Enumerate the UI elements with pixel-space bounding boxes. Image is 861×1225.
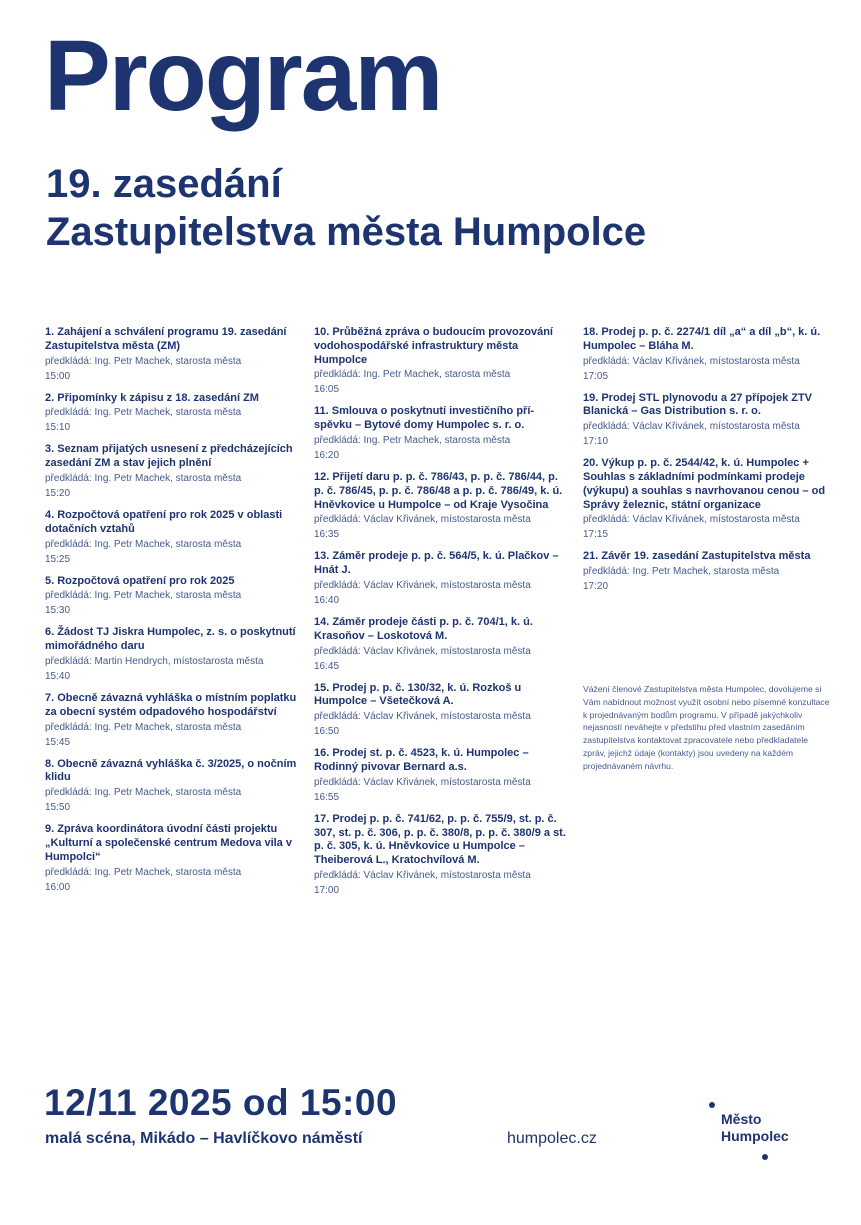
agenda-item-title: 7. Obecně závazná vyhláška o místním poplatku za obecní systém odpadového hospodářství bbox=[45, 691, 297, 718]
agenda-item-presenter: předkládá: Ing. Petr Machek, starosta města bbox=[45, 590, 242, 602]
agenda-item-presenter: předkládá: Ing. Petr Machek, starosta města bbox=[45, 538, 242, 550]
agenda-item-time: 15:50 bbox=[45, 802, 71, 814]
agenda-item bbox=[45, 626, 299, 684]
agenda-item-time: 15:10 bbox=[45, 422, 71, 434]
agenda-item-presenter: předkládá: Ing. Petr Machek, starosta města bbox=[45, 721, 242, 733]
agenda-item-time: 17:10 bbox=[583, 436, 609, 448]
agenda-item-time: 16:35 bbox=[314, 529, 340, 541]
agenda-item bbox=[45, 509, 299, 567]
agenda-item-presenter: předkládá: Václav Křivánek, místostarosta města bbox=[314, 776, 531, 788]
agenda-item-time: 15:25 bbox=[45, 553, 71, 565]
subtitle-line-1: 19. zasedání bbox=[46, 162, 282, 206]
agenda-item-title: 19. Prodej STL plynovodu a 27 přípojek ZTV Blanická – Gas Distribution s. r. o. bbox=[583, 391, 813, 418]
agenda-column-1 bbox=[45, 326, 299, 903]
agenda-item-presenter: předkládá: Ing. Petr Machek, starosta města bbox=[45, 866, 242, 878]
agenda-item-time: 16:45 bbox=[314, 660, 340, 672]
agenda-item-time: 17:00 bbox=[314, 884, 340, 896]
agenda-item-title: 14. Záměr prodeje části p. p. č. 704/1, k. ú. Krasoňov – Loskotová M. bbox=[314, 615, 533, 642]
agenda-item bbox=[314, 550, 568, 608]
agenda-item-presenter: předkládá: Václav Křivánek, místostarosta města bbox=[583, 421, 800, 433]
logo-dot-icon bbox=[762, 1154, 768, 1160]
agenda-item-presenter: předkládá: Ing. Petr Machek, starosta města bbox=[314, 434, 511, 446]
agenda-item-title: 5. Rozpočtová opatření pro rok 2025 bbox=[45, 574, 235, 587]
agenda-item bbox=[583, 550, 833, 594]
agenda-item-title: 17. Prodej p. p. č. 741/62, p. p. č. 755/9, st. p. č. 307, st. p. č. 306, p. p. č. 380/8, p. p. č. 380/9 a st. p. č. 305, k. ú. Hněvkovice u Humpolce – Theiberová L., Kratochvílová M. bbox=[314, 812, 566, 867]
agenda-item-time: 17:05 bbox=[583, 370, 609, 382]
agenda-item-time: 15:30 bbox=[45, 605, 71, 617]
agenda-item bbox=[314, 747, 568, 805]
agenda-item-title: 9. Zpráva koordinátora úvodní části projektu „Kulturní a společenské centrum Medova vila v Humpolci“ bbox=[45, 823, 292, 863]
agenda-item-time: 16:40 bbox=[314, 594, 340, 606]
agenda-item-title: 11. Smlouva o poskytnutí investičního příspěvku – Bytové domy Humpolec s. r. o. bbox=[314, 405, 535, 432]
agenda-item bbox=[583, 392, 833, 450]
agenda-item-time: 16:20 bbox=[314, 449, 340, 461]
agenda-item-time: 17:20 bbox=[583, 581, 609, 593]
website-link[interactable]: humpolec.cz bbox=[507, 1130, 597, 1147]
logo-dot-icon bbox=[709, 1102, 715, 1108]
agenda-item-title: 12. Přijetí daru p. p. č. 786/43, p. p. č. 786/44, p. p. č. 786/45, p. p. č. 786/48 a p. p. č. 786/49, k. ú. Hněvkovice u Humpolce – od Kraje Vysočina bbox=[314, 470, 563, 511]
agenda-item-title: 18. Prodej p. p. č. 2274/1 díl „a“ a díl „b“, k. ú. Humpolec – Bláha M. bbox=[583, 326, 821, 352]
agenda-item-title: 6. Žádost TJ Jiskra Humpolec, z. s. o poskytnutí mimořádného daru bbox=[45, 626, 296, 653]
agenda-item-time: 15:40 bbox=[45, 670, 71, 682]
agenda-column-2 bbox=[314, 326, 568, 906]
agenda-item bbox=[45, 443, 299, 501]
agenda-item-time: 15:00 bbox=[45, 370, 71, 382]
agenda-item-presenter: předkládá: Ing. Petr Machek, starosta města bbox=[45, 787, 242, 799]
agenda-item bbox=[314, 616, 568, 674]
agenda-item-title: 10. Průběžná zpráva o budoucím provozování vodohospodářské infrastruktury města Humpolce bbox=[314, 326, 553, 366]
agenda-item-time: 16:50 bbox=[314, 726, 340, 738]
meeting-venue: malá scéna, Mikádo – Havlíčkovo náměstí bbox=[45, 1130, 363, 1147]
agenda-item-time: 15:20 bbox=[45, 487, 71, 499]
agenda-item-title: 1. Zahájení a schválení programu 19. zasedání Zastupitelstva města (ZM) bbox=[45, 326, 287, 352]
agenda-item-presenter: předkládá: Ing. Petr Machek, starosta města bbox=[45, 407, 242, 419]
agenda-item-title: 3. Seznam přijatých usnesení z předcházejících zasedání ZM a stav jejich plnění bbox=[45, 443, 293, 470]
page-title: Program bbox=[44, 20, 442, 132]
agenda-item-time: 16:00 bbox=[45, 881, 71, 893]
agenda-item-presenter: předkládá: Martin Hendrych, místostarosta města bbox=[45, 655, 264, 667]
agenda-item-title: 8. Obecně závazná vyhláška č. 3/2025, o nočním klidu bbox=[45, 757, 297, 784]
agenda-item-title: 2. Připomínky k zápisu z 18. zasedání ZM bbox=[45, 391, 259, 404]
logo-text bbox=[721, 1111, 789, 1145]
agenda-item-presenter: předkládá: Ing. Petr Machek, starosta města bbox=[45, 355, 242, 367]
agenda-item-time: 15:45 bbox=[45, 736, 71, 748]
agenda-item bbox=[583, 457, 833, 542]
agenda-item bbox=[314, 813, 568, 898]
agenda-item-title: 15. Prodej p. p. č. 130/32, k. ú. Rozkoš u Humpolce – Všetečková A. bbox=[314, 681, 522, 708]
agenda-item-presenter: předkládá: Václav Křivánek, místostarosta města bbox=[314, 514, 531, 526]
agenda-item-title: 16. Prodej st. p. č. 4523, k. ú. Humpolec – Rodinný pivovar Bernard a.s. bbox=[314, 747, 529, 773]
agenda-item-presenter: předkládá: Václav Křivánek, místostarosta města bbox=[314, 579, 531, 591]
agenda-item-presenter: předkládá: Ing. Petr Machek, starosta města bbox=[45, 472, 242, 484]
logo-line-2: Humpolec bbox=[721, 1128, 789, 1144]
agenda-column-3 bbox=[583, 326, 833, 602]
agenda-item bbox=[45, 575, 299, 619]
agenda-item bbox=[314, 682, 568, 740]
agenda-item-presenter: předkládá: Ing. Petr Machek, starosta města bbox=[314, 369, 511, 381]
consultation-note: Vážení členové Zastupitelstva města Humpolec, dovolujeme si Vám nabídnout možnost využít osobní nebo písemné konzultace k projednávaným bodům programu. V případě jakýchkoliv nejasností neváhejte v předstihu před vlastním zasedáním zastupitelstva kontaktovat zpracovatele nebo předkladatele zpráv, jejichž údaje (kontakty) jsou uvedeny na každém projednávaném návrhu. bbox=[583, 684, 830, 771]
agenda-item bbox=[314, 471, 568, 542]
agenda-item-presenter: předkládá: Václav Křivánek, místostarosta města bbox=[583, 355, 800, 367]
agenda-item-presenter: předkládá: Václav Křivánek, místostarosta města bbox=[314, 645, 531, 657]
agenda-item-presenter: předkládá: Václav Křivánek, místostarosta města bbox=[583, 514, 800, 526]
agenda-item bbox=[314, 326, 568, 397]
agenda-item-title: 13. Záměr prodeje p. p. č. 564/5, k. ú. Plačkov – Hnát J. bbox=[314, 550, 559, 577]
agenda-item-title: 4. Rozpočtová opatření pro rok 2025 v oblasti dotačních vztahů bbox=[45, 508, 283, 535]
meeting-subtitle bbox=[46, 160, 646, 256]
agenda-item-time: 17:15 bbox=[583, 529, 609, 541]
agenda-item-title: 20. Výkup p. p. č. 2544/42, k. ú. Humpolec + Souhlas s základními podmínkami prodeje (výkupu) a souhlas s navrhovanou cenou – od Správy železnic, státní organizace bbox=[583, 457, 826, 511]
agenda-item bbox=[45, 392, 299, 436]
agenda-item bbox=[45, 326, 299, 384]
city-logo bbox=[708, 1102, 838, 1162]
meeting-date: 12/11 2025 od 15:00 bbox=[44, 1082, 398, 1123]
agenda-item-title: 21. Závěr 19. zasedání Zastupitelstva města bbox=[583, 550, 811, 563]
agenda-item-presenter: předkládá: Václav Křivánek, místostarosta města bbox=[314, 711, 531, 723]
subtitle-line-2: Zastupitelstva města Humpolce bbox=[46, 210, 647, 254]
agenda-item bbox=[314, 405, 568, 463]
agenda-item-presenter: předkládá: Václav Křivánek, místostarosta města bbox=[314, 869, 531, 881]
agenda-item-time: 16:05 bbox=[314, 384, 340, 396]
agenda-item-presenter: předkládá: Ing. Petr Machek, starosta města bbox=[583, 566, 780, 578]
logo-line-1: Město bbox=[721, 1111, 762, 1127]
agenda-item bbox=[45, 692, 299, 750]
agenda-item-time: 16:55 bbox=[314, 791, 340, 803]
agenda-item bbox=[45, 758, 299, 816]
agenda-item bbox=[583, 326, 833, 384]
agenda-item bbox=[45, 823, 299, 894]
